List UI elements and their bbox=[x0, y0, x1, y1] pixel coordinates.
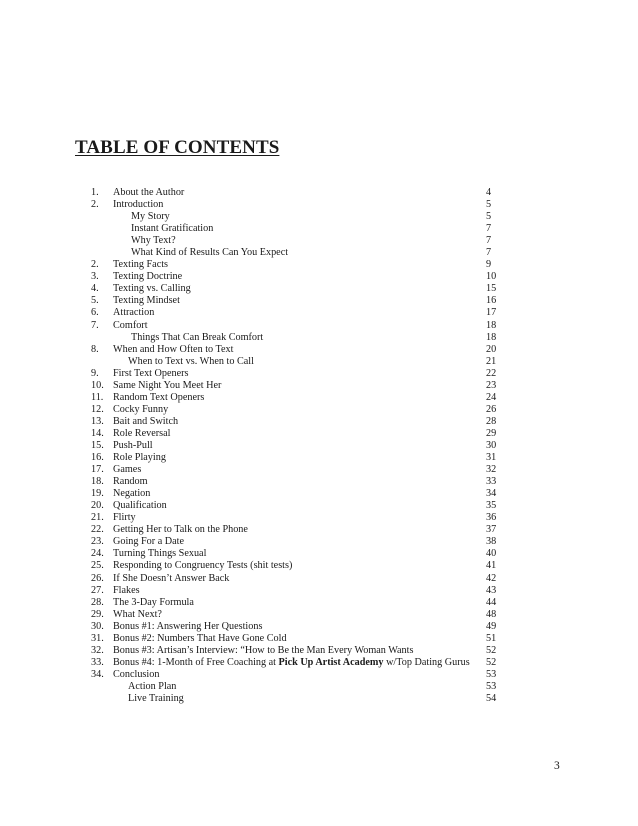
toc-entry bbox=[0, 560, 638, 572]
toc-entry-text: Instant Gratification bbox=[131, 223, 214, 235]
toc-entry-page: 22 bbox=[486, 367, 497, 379]
toc-entry-page: 42 bbox=[486, 572, 497, 584]
toc-entry-title bbox=[113, 392, 204, 404]
toc-entry bbox=[0, 464, 638, 476]
toc-entry-text: Random bbox=[113, 476, 148, 488]
toc-entry bbox=[0, 585, 638, 597]
toc-entry-number: 22. bbox=[91, 524, 104, 536]
toc-entry-page: 37 bbox=[486, 524, 497, 536]
toc-entry bbox=[0, 669, 638, 681]
toc-entry-number: 8. bbox=[91, 343, 99, 355]
toc-entry bbox=[0, 681, 638, 693]
toc-entry-page: 54 bbox=[486, 692, 497, 704]
toc-entry-page: 24 bbox=[486, 391, 497, 403]
toc-entry-title bbox=[128, 356, 254, 368]
toc-entry-page: 34 bbox=[486, 488, 497, 500]
toc-entry-title bbox=[113, 621, 262, 633]
toc-entry-number: 2. bbox=[91, 259, 99, 271]
toc-entry-page: 53 bbox=[486, 668, 497, 680]
toc-entry bbox=[0, 356, 638, 368]
toc-entry-text: Qualification bbox=[113, 500, 167, 512]
toc-entry-text: The 3-Day Formula bbox=[113, 596, 194, 608]
toc-entry-page: 7 bbox=[486, 247, 492, 259]
toc-entry-page: 18 bbox=[486, 319, 497, 331]
toc-entry-text: Bait and Switch bbox=[113, 415, 179, 427]
toc-entry-title bbox=[113, 199, 163, 211]
toc-entry-title bbox=[113, 271, 182, 283]
toc-entry-title bbox=[128, 681, 176, 693]
toc-entry bbox=[0, 404, 638, 416]
toc-entry bbox=[0, 440, 638, 452]
toc-entry-page: 52 bbox=[486, 644, 497, 656]
toc-entry-number: 33. bbox=[91, 656, 104, 668]
toc-entry-page: 31 bbox=[486, 452, 497, 464]
toc-entry bbox=[0, 512, 638, 524]
toc-entry-page: 52 bbox=[486, 656, 497, 668]
toc-entry-page: 32 bbox=[486, 464, 497, 476]
toc-entry-number: 26. bbox=[91, 572, 104, 584]
toc-entry-text: Live Training bbox=[128, 692, 184, 704]
toc-entry-page: 30 bbox=[486, 439, 497, 451]
toc-entry-title bbox=[113, 669, 159, 681]
toc-entry-text: Texting Doctrine bbox=[113, 271, 183, 283]
toc-entry-page: 48 bbox=[486, 608, 497, 620]
toc-entry-page: 33 bbox=[486, 476, 497, 488]
toc-entry bbox=[0, 452, 638, 464]
toc-entry-number: 32. bbox=[91, 644, 104, 656]
toc-entry-page: 4 bbox=[486, 187, 492, 198]
toc-entry-page: 5 bbox=[486, 211, 492, 223]
toc-entry-text: Random Text Openers bbox=[113, 391, 205, 403]
toc-entry-page: 44 bbox=[486, 596, 497, 608]
toc-entry-text: When and How Often to Text bbox=[113, 343, 234, 355]
toc-entry-text: Attraction bbox=[113, 307, 155, 319]
toc-entry bbox=[0, 307, 638, 319]
toc-entry-text: If She Doesn’t Answer Back bbox=[113, 572, 230, 584]
toc-entry-title bbox=[128, 693, 184, 705]
toc-entry-text: First Text Openers bbox=[113, 367, 189, 379]
toc-entry-title bbox=[113, 380, 221, 392]
toc-entry-title bbox=[113, 307, 154, 319]
toc-entry bbox=[0, 416, 638, 428]
toc-entry-page: 18 bbox=[486, 331, 497, 343]
toc-entry-page: 20 bbox=[486, 343, 497, 355]
toc-entry-text: Same Night You Meet Her bbox=[113, 379, 222, 391]
toc-entry-title bbox=[113, 464, 141, 476]
toc-entry bbox=[0, 271, 638, 283]
toc-entry-title bbox=[113, 295, 180, 307]
toc-entry-page: 29 bbox=[486, 427, 497, 439]
toc-entry bbox=[0, 693, 638, 705]
toc-entry-number: 17. bbox=[91, 464, 104, 476]
toc-entry bbox=[0, 320, 638, 332]
toc-entry bbox=[0, 344, 638, 356]
toc-entry-title bbox=[113, 416, 178, 428]
toc-entry-text: Games bbox=[113, 464, 142, 476]
toc-entry-title bbox=[113, 488, 150, 500]
toc-entry-text-after: w/Top Dating Gurus bbox=[383, 656, 470, 668]
toc-entry-number: 27. bbox=[91, 584, 104, 596]
toc-entry bbox=[0, 609, 638, 621]
toc-entry-title bbox=[113, 500, 167, 512]
toc-entry-title bbox=[113, 512, 136, 524]
toc-entry-number: 31. bbox=[91, 632, 104, 644]
toc-entry-page: 7 bbox=[486, 235, 492, 247]
toc-entry-page: 53 bbox=[486, 680, 497, 692]
toc-entry-title bbox=[113, 440, 153, 452]
toc-entry bbox=[0, 428, 638, 440]
toc-entry-number: 30. bbox=[91, 620, 104, 632]
toc-entry bbox=[0, 573, 638, 585]
toc-entry-text: What Next? bbox=[113, 608, 162, 620]
toc-entry-text: Cocky Funny bbox=[113, 403, 169, 415]
toc-entry-title bbox=[113, 259, 168, 271]
toc-entry-text: Bonus #1: Answering Her Questions bbox=[113, 620, 263, 632]
toc-entry bbox=[0, 524, 638, 536]
toc-entry bbox=[0, 295, 638, 307]
toc-entry-text: Conclusion bbox=[113, 668, 160, 680]
toc-entry-text: Getting Her to Talk on the Phone bbox=[113, 524, 248, 536]
toc-entry-page: 40 bbox=[486, 548, 497, 560]
toc-entry bbox=[0, 380, 638, 392]
toc-entry-title bbox=[113, 548, 206, 560]
toc-entry-text: Bonus #3: Artisan’s Interview: “How to Be the Man Every Woman Wants bbox=[113, 644, 414, 656]
toc-entry bbox=[0, 392, 638, 404]
toc-entry bbox=[0, 247, 638, 259]
toc-entry-number: 16. bbox=[91, 452, 104, 464]
toc-entry-text: Comfort bbox=[113, 319, 148, 331]
toc-entry-text: What Kind of Results Can You Expect bbox=[131, 247, 289, 259]
toc-entry-number: 20. bbox=[91, 500, 104, 512]
page-number: 3 bbox=[554, 760, 560, 772]
toc-entry-title bbox=[113, 524, 248, 536]
toc-entry-text: My Story bbox=[131, 211, 170, 223]
toc-entry-number: 4. bbox=[91, 283, 99, 295]
toc-entry-title bbox=[113, 320, 148, 332]
toc-entry-text: Flirty bbox=[113, 512, 136, 524]
toc-entry-number: 24. bbox=[91, 548, 104, 560]
toc-entry-text: Flakes bbox=[113, 584, 140, 596]
toc-entry-number: 25. bbox=[91, 560, 104, 572]
toc-entry-number: 34. bbox=[91, 668, 104, 680]
toc-entry bbox=[0, 645, 638, 657]
toc-entry-number: 7. bbox=[91, 319, 99, 331]
toc-entry-page: 15 bbox=[486, 283, 497, 295]
toc-entry bbox=[0, 488, 638, 500]
toc-entry-number: 5. bbox=[91, 295, 99, 307]
toc-entry-page: 10 bbox=[486, 271, 497, 283]
toc-entry-title bbox=[113, 585, 140, 597]
toc-entry-text: Going For a Date bbox=[113, 536, 185, 548]
toc-entry-title bbox=[113, 452, 166, 464]
toc-entry bbox=[0, 621, 638, 633]
toc-entry-number: 15. bbox=[91, 439, 104, 451]
toc-entry-text: Responding to Congruency Tests (shit tests) bbox=[113, 560, 293, 572]
toc-entry-number: 23. bbox=[91, 536, 104, 548]
toc-entry-page: 36 bbox=[486, 512, 497, 524]
toc-entry-text: Things That Can Break Comfort bbox=[131, 331, 264, 343]
toc-entry-number: 19. bbox=[91, 488, 104, 500]
toc-entry bbox=[0, 187, 638, 199]
toc-entry-page: 5 bbox=[486, 199, 492, 211]
toc-entry-text: Texting Mindset bbox=[113, 295, 180, 307]
toc-entry-title bbox=[113, 633, 287, 645]
toc-entry-text: Bonus #4: 1-Month of Free Coaching at bbox=[113, 656, 279, 668]
toc-entry bbox=[0, 223, 638, 235]
toc-entry-number: 9. bbox=[91, 367, 99, 379]
toc-entry-title bbox=[113, 344, 233, 356]
toc-entry-number: 13. bbox=[91, 415, 104, 427]
toc-entry-bold-text: Pick Up Artist Academy bbox=[278, 656, 384, 668]
toc-entry bbox=[0, 536, 638, 548]
toc-entry-title bbox=[131, 247, 288, 259]
toc-entry-number: 6. bbox=[91, 307, 99, 319]
toc-entry-number: 1. bbox=[91, 187, 99, 198]
toc-entry-number: 11. bbox=[91, 391, 104, 403]
toc-entry-title bbox=[113, 597, 194, 609]
toc-entry-title bbox=[113, 476, 148, 488]
toc-entry-page: 16 bbox=[486, 295, 497, 307]
toc-entry-number: 2. bbox=[91, 199, 99, 211]
toc-entry-page: 49 bbox=[486, 620, 497, 632]
toc-entry-page: 17 bbox=[486, 307, 497, 319]
toc-entry-title bbox=[113, 573, 229, 585]
table-of-contents bbox=[0, 187, 638, 705]
toc-entry-text: Introduction bbox=[113, 199, 164, 211]
toc-entry-text: Turning Things Sexual bbox=[113, 548, 207, 560]
toc-entry-title bbox=[113, 657, 470, 669]
toc-entry-page: 35 bbox=[486, 500, 497, 512]
toc-entry-page: 23 bbox=[486, 379, 497, 391]
toc-entry-text: Negation bbox=[113, 488, 151, 500]
toc-entry-text: Why Text? bbox=[131, 235, 176, 247]
toc-entry-text: About the Author bbox=[113, 187, 185, 198]
toc-entry-text: When to Text vs. When to Call bbox=[128, 355, 254, 367]
toc-entry-title bbox=[113, 428, 170, 440]
toc-entry-number: 12. bbox=[91, 403, 104, 415]
toc-entry-page: 7 bbox=[486, 223, 492, 235]
toc-entry bbox=[0, 235, 638, 247]
toc-entry-title bbox=[113, 645, 413, 657]
toc-entry-number: 10. bbox=[91, 379, 104, 391]
toc-entry bbox=[0, 368, 638, 380]
toc-entry bbox=[0, 633, 638, 645]
toc-entry-number: 18. bbox=[91, 476, 104, 488]
page-title: TABLE OF CONTENTS bbox=[75, 137, 280, 158]
toc-entry-title bbox=[113, 404, 168, 416]
toc-entry-title bbox=[113, 609, 162, 621]
toc-entry-page: 21 bbox=[486, 355, 497, 367]
toc-entry-number: 28. bbox=[91, 596, 104, 608]
toc-entry-page: 51 bbox=[486, 632, 497, 644]
toc-entry-title bbox=[131, 235, 176, 247]
toc-entry bbox=[0, 332, 638, 344]
toc-entry-text: Action Plan bbox=[128, 680, 177, 692]
toc-entry-number: 29. bbox=[91, 608, 104, 620]
toc-entry-title bbox=[113, 368, 189, 380]
toc-entry-title bbox=[113, 536, 184, 548]
toc-entry-number: 14. bbox=[91, 427, 104, 439]
toc-entry-title bbox=[113, 283, 191, 295]
toc-entry bbox=[0, 548, 638, 560]
toc-entry-title bbox=[131, 332, 263, 344]
toc-entry-page: 41 bbox=[486, 560, 497, 572]
toc-entry-text: Role Playing bbox=[113, 452, 166, 464]
toc-entry bbox=[0, 211, 638, 223]
toc-entry-page: 9 bbox=[486, 259, 492, 271]
toc-entry bbox=[0, 657, 638, 669]
toc-entry-title bbox=[113, 560, 292, 572]
toc-entry-title bbox=[113, 187, 184, 199]
toc-entry-page: 43 bbox=[486, 584, 497, 596]
toc-entry bbox=[0, 476, 638, 488]
toc-entry-text: Texting Facts bbox=[113, 259, 169, 271]
toc-entry-page: 38 bbox=[486, 536, 497, 548]
toc-entry-text: Bonus #2: Numbers That Have Gone Cold bbox=[113, 632, 287, 644]
toc-entry-number: 21. bbox=[91, 512, 104, 524]
toc-entry-title bbox=[131, 211, 170, 223]
toc-entry bbox=[0, 199, 638, 211]
toc-entry-number: 3. bbox=[91, 271, 99, 283]
toc-entry bbox=[0, 500, 638, 512]
toc-entry-text: Texting vs. Calling bbox=[113, 283, 191, 295]
toc-entry bbox=[0, 283, 638, 295]
toc-entry-text: Role Reversal bbox=[113, 427, 171, 439]
toc-entry bbox=[0, 259, 638, 271]
toc-entry bbox=[0, 597, 638, 609]
toc-entry-text: Push-Pull bbox=[113, 439, 153, 451]
toc-entry-page: 26 bbox=[486, 403, 497, 415]
toc-entry-page: 28 bbox=[486, 415, 497, 427]
toc-entry-title bbox=[131, 223, 213, 235]
